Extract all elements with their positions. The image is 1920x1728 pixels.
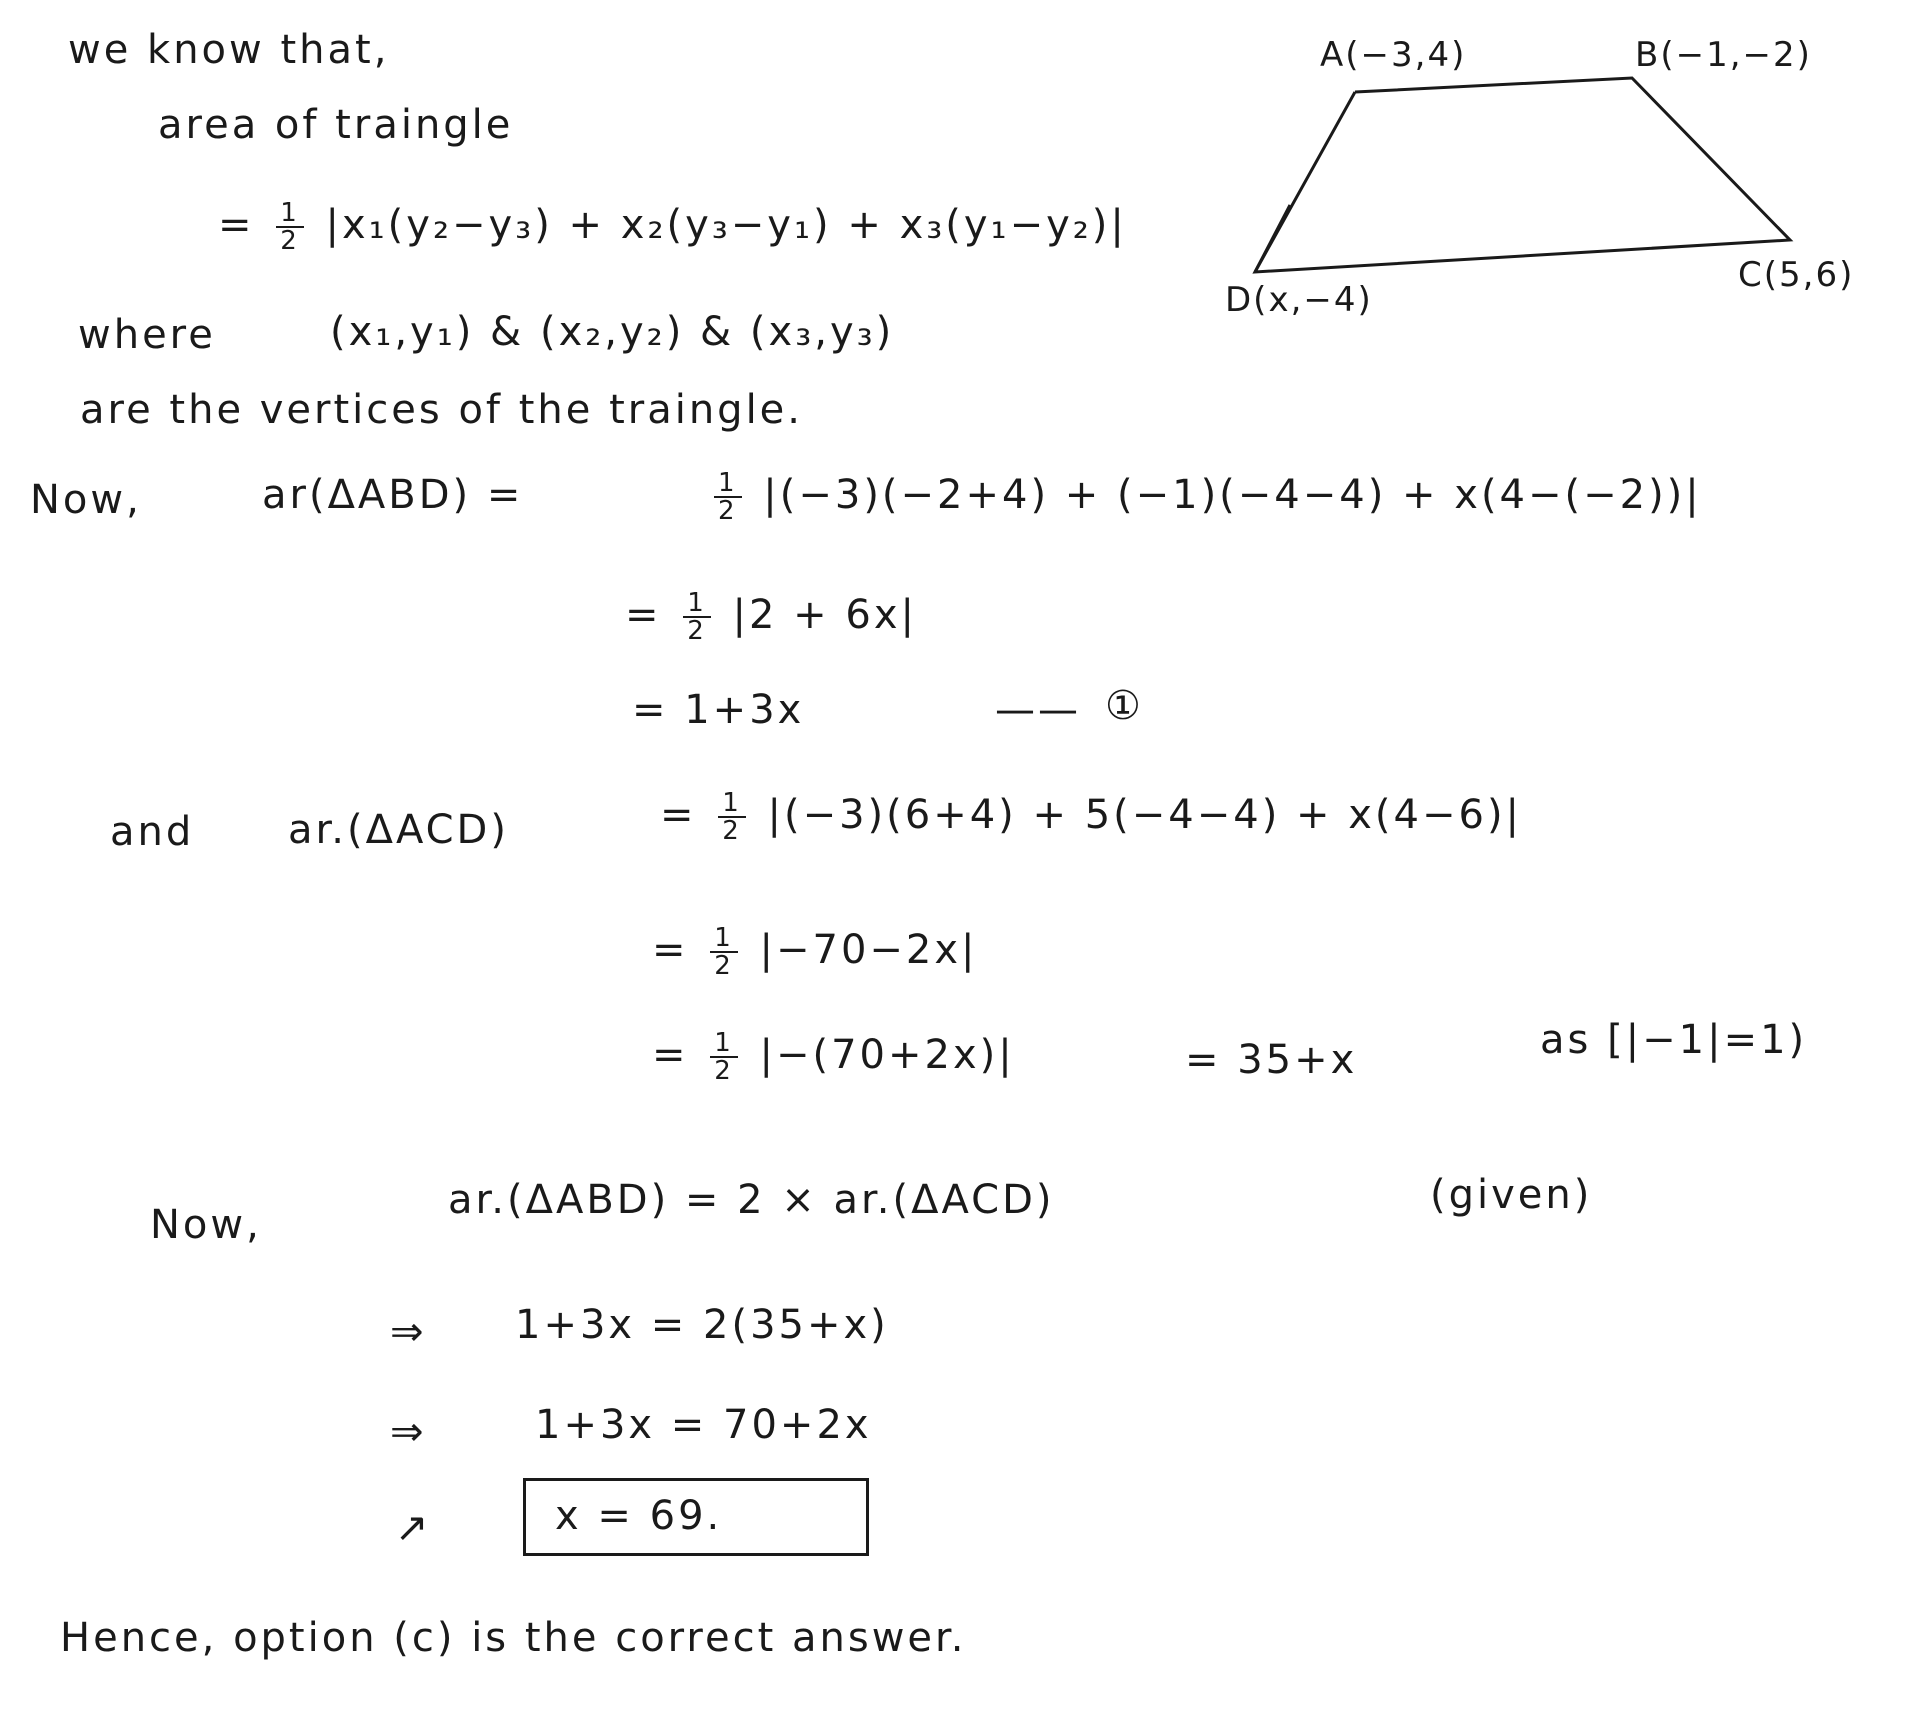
- connector-stroke: [1255, 205, 1290, 272]
- conclusion: Hence, option (c) is the correct answer.: [60, 1615, 967, 1661]
- acd-num: 1: [718, 790, 746, 818]
- intro-line-1: we know that,: [68, 27, 390, 73]
- formula-equals: =: [218, 202, 255, 248]
- where-points: (x₁,y₁) & (x₂,y₂) & (x₃,y₃): [330, 309, 895, 355]
- answer-value: x = 69.: [555, 1493, 723, 1539]
- area-relation: ar.(ΔABD) = 2 × ar.(ΔACD): [448, 1177, 1055, 1223]
- area-formula: [218, 200, 1127, 254]
- abd-step1-eq: =: [625, 592, 662, 638]
- intro-line-2: area of traingle: [158, 102, 514, 148]
- acd-step1-den: 2: [714, 951, 734, 981]
- acd-expr: |(−3)(6+4) + 5(−4−4) + x(4−6)|: [767, 792, 1523, 838]
- implies-arrow-2: ⇒: [390, 1409, 427, 1455]
- abd-step1-body: |2 + 6x|: [732, 592, 917, 638]
- given-note: (given): [1430, 1172, 1593, 1218]
- abd-step1-num: 1: [683, 590, 711, 618]
- acd-step1-half: [710, 925, 738, 979]
- acd-lhs: ar.(ΔACD): [288, 807, 509, 853]
- abd-half: [714, 470, 742, 524]
- acd-step2-eq: =: [652, 1032, 689, 1078]
- intro-line-5: are the vertices of the traingle.: [80, 387, 804, 433]
- acd-step1-num: 1: [710, 925, 738, 953]
- abs-value-note: as [|−1|=1): [1540, 1017, 1808, 1063]
- abd-den: 2: [718, 496, 738, 526]
- solve-now: Now,: [150, 1202, 262, 1248]
- vertex-label-c: C(5,6): [1738, 255, 1855, 295]
- equation-2: 1+3x = 2(35+x): [515, 1302, 889, 1348]
- acd-step1-eq: =: [652, 927, 689, 973]
- acd-step-1: [652, 925, 978, 979]
- acd-step2-result: = 35+x: [1185, 1037, 1358, 1083]
- equation-3: 1+3x = 70+2x: [535, 1402, 872, 1448]
- abd-now: Now,: [30, 477, 142, 523]
- equation-marker-1: ①: [1105, 683, 1144, 729]
- vertex-label-a: A(−3,4): [1320, 35, 1467, 75]
- abd-expr: |(−3)(−2+4) + (−1)(−4−4) + x(4−(−2))|: [763, 472, 1702, 518]
- where-word: where: [78, 312, 216, 358]
- acd-half: [718, 790, 746, 844]
- abd-expression: [708, 470, 1702, 524]
- abd-lhs: ar(ΔABD) =: [262, 472, 524, 518]
- implies-arrow-3: ↗: [395, 1505, 432, 1551]
- acd-den: 2: [722, 816, 742, 846]
- abd-step-1: [625, 590, 917, 644]
- acd-step2-half: [710, 1030, 738, 1084]
- formula-num: 1: [276, 200, 304, 228]
- abd-dash: ——: [995, 687, 1081, 733]
- formula-half: [276, 200, 304, 254]
- acd-step1-body: |−70−2x|: [759, 927, 978, 973]
- acd-and: and: [110, 809, 195, 855]
- acd-step2-body: |−(70+2x)|: [759, 1032, 1015, 1078]
- abd-step1-den: 2: [687, 616, 707, 646]
- acd-step-2: [652, 1030, 1015, 1084]
- vertex-label-d: D(x,−4): [1225, 280, 1373, 320]
- acd-step2-num: 1: [710, 1030, 738, 1058]
- vertex-label-b: B(−1,−2): [1635, 35, 1812, 75]
- acd-step2-den: 2: [714, 1056, 734, 1086]
- abd-num: 1: [714, 470, 742, 498]
- abd-step1-half: [683, 590, 711, 644]
- abd-step-2: = 1+3x: [632, 687, 805, 733]
- acd-eq: =: [660, 792, 697, 838]
- quadrilateral-outline: [1255, 78, 1790, 272]
- formula-body: |x₁(y₂−y₃) + x₂(y₃−y₁) + x₃(y₁−y₂)|: [325, 202, 1127, 248]
- acd-expression: [660, 790, 1522, 844]
- formula-den: 2: [280, 226, 300, 256]
- implies-arrow-1: ⇒: [390, 1309, 427, 1355]
